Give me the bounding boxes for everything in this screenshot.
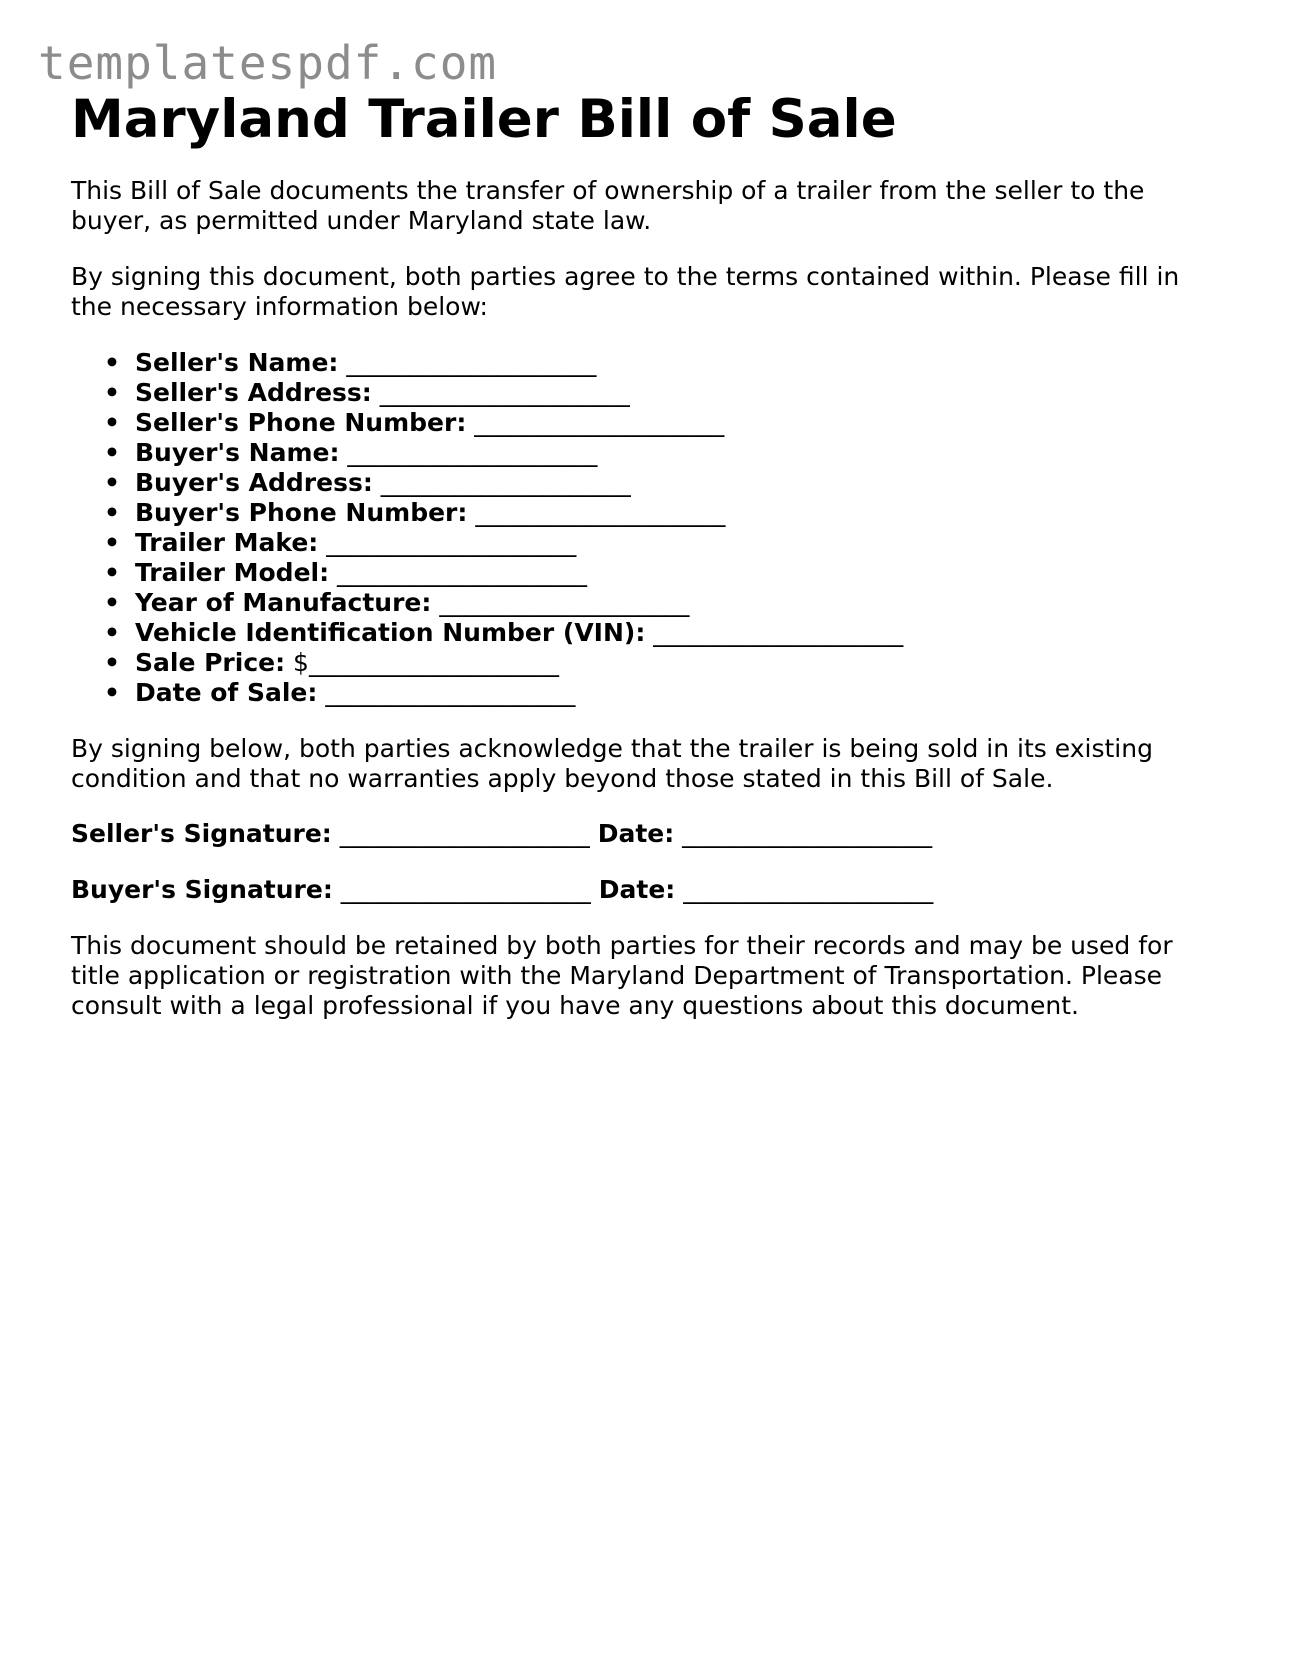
list-item bbox=[71, 558, 1221, 588]
list-item bbox=[71, 348, 1221, 378]
acknowledgement-paragraph: By signing below, both parties acknowledge that the trailer is being sold in its existing condition and that no warranties apply beyond those stated in this Bill of Sale. bbox=[71, 734, 1153, 793]
list-item bbox=[71, 408, 1221, 438]
seller-signature-line bbox=[71, 819, 1221, 849]
field-label: Buyer's Address: bbox=[135, 468, 373, 497]
blank-line: ____________________ bbox=[371, 378, 630, 407]
list-item bbox=[71, 378, 1221, 408]
field-label: Buyer's Phone Number: bbox=[135, 498, 468, 527]
bullet-icon: • bbox=[104, 528, 120, 557]
list-item bbox=[71, 498, 1221, 528]
signature-label: Buyer's Signature: bbox=[71, 875, 333, 904]
bullet-icon: • bbox=[104, 438, 120, 467]
field-label: Seller's Name: bbox=[135, 348, 339, 377]
closing-paragraph: This document should be retained by both parties for their records and may be used for title application or registration with the Maryland Department of Transportation. Please consult with a legal professional if you have any questions about this document. bbox=[71, 931, 1173, 1020]
bullet-icon: • bbox=[104, 678, 120, 707]
field-label: Year of Manufacture: bbox=[135, 588, 432, 617]
signature-label: Seller's Signature: bbox=[71, 819, 332, 848]
field-label: Date of Sale: bbox=[135, 678, 318, 707]
bullet-icon: • bbox=[104, 348, 120, 377]
instructions-paragraph: By signing this document, both parties agree to the terms contained within. Please fill in the necessary information below: bbox=[71, 262, 1180, 321]
blank-line: ____________________ bbox=[318, 528, 577, 557]
field-label: Seller's Phone Number: bbox=[135, 408, 467, 437]
blank-line: ____________________ bbox=[372, 468, 631, 497]
bullet-icon: • bbox=[104, 498, 120, 527]
date-blank: ____________________ bbox=[675, 875, 934, 904]
field-label: Seller's Address: bbox=[135, 378, 372, 407]
field-label: Vehicle Identification Number (VIN): bbox=[135, 618, 646, 647]
list-item bbox=[71, 678, 1221, 708]
list-item bbox=[71, 618, 1221, 648]
field-label: Sale Price: bbox=[135, 648, 286, 677]
date-blank: ____________________ bbox=[674, 819, 933, 848]
blank-line: ____________________ bbox=[339, 438, 598, 467]
date-label: Date: bbox=[597, 819, 675, 848]
bullet-icon: • bbox=[104, 378, 120, 407]
blank-line: ____________________ bbox=[466, 408, 725, 437]
buyer-signature-line bbox=[71, 875, 1221, 905]
blank-line: ____________________ bbox=[329, 558, 588, 587]
watermark: templatespdf.com bbox=[38, 36, 498, 90]
intro-paragraph: This Bill of Sale documents the transfer of ownership of a trailer from the seller to the buyer, as permitted under Maryland state law. bbox=[71, 176, 1145, 235]
document-title: Maryland Trailer Bill of Sale bbox=[71, 89, 897, 150]
bullet-icon: • bbox=[104, 588, 120, 617]
field-list bbox=[71, 348, 1221, 708]
blank-line: ____________________ bbox=[645, 618, 904, 647]
blank-line: $____________________ bbox=[285, 648, 559, 677]
field-label: Trailer Make: bbox=[135, 528, 319, 557]
list-item bbox=[71, 468, 1221, 498]
field-label: Buyer's Name: bbox=[135, 438, 340, 467]
list-item bbox=[71, 528, 1221, 558]
blank-line: ____________________ bbox=[338, 348, 597, 377]
blank-line: ____________________ bbox=[467, 498, 726, 527]
list-item bbox=[71, 438, 1221, 468]
bullet-icon: • bbox=[104, 558, 120, 587]
document-body bbox=[71, 88, 1221, 1021]
bullet-icon: • bbox=[104, 618, 120, 647]
signature-blank: ____________________ bbox=[331, 819, 598, 848]
bullet-icon: • bbox=[104, 408, 120, 437]
field-label: Trailer Model: bbox=[135, 558, 330, 587]
signature-blank: ____________________ bbox=[332, 875, 599, 904]
bullet-icon: • bbox=[104, 468, 120, 497]
list-item bbox=[71, 588, 1221, 618]
bullet-icon: • bbox=[104, 648, 120, 677]
date-label: Date: bbox=[598, 875, 676, 904]
blank-line: ____________________ bbox=[431, 588, 690, 617]
blank-line: ____________________ bbox=[317, 678, 576, 707]
list-item bbox=[71, 648, 1221, 678]
